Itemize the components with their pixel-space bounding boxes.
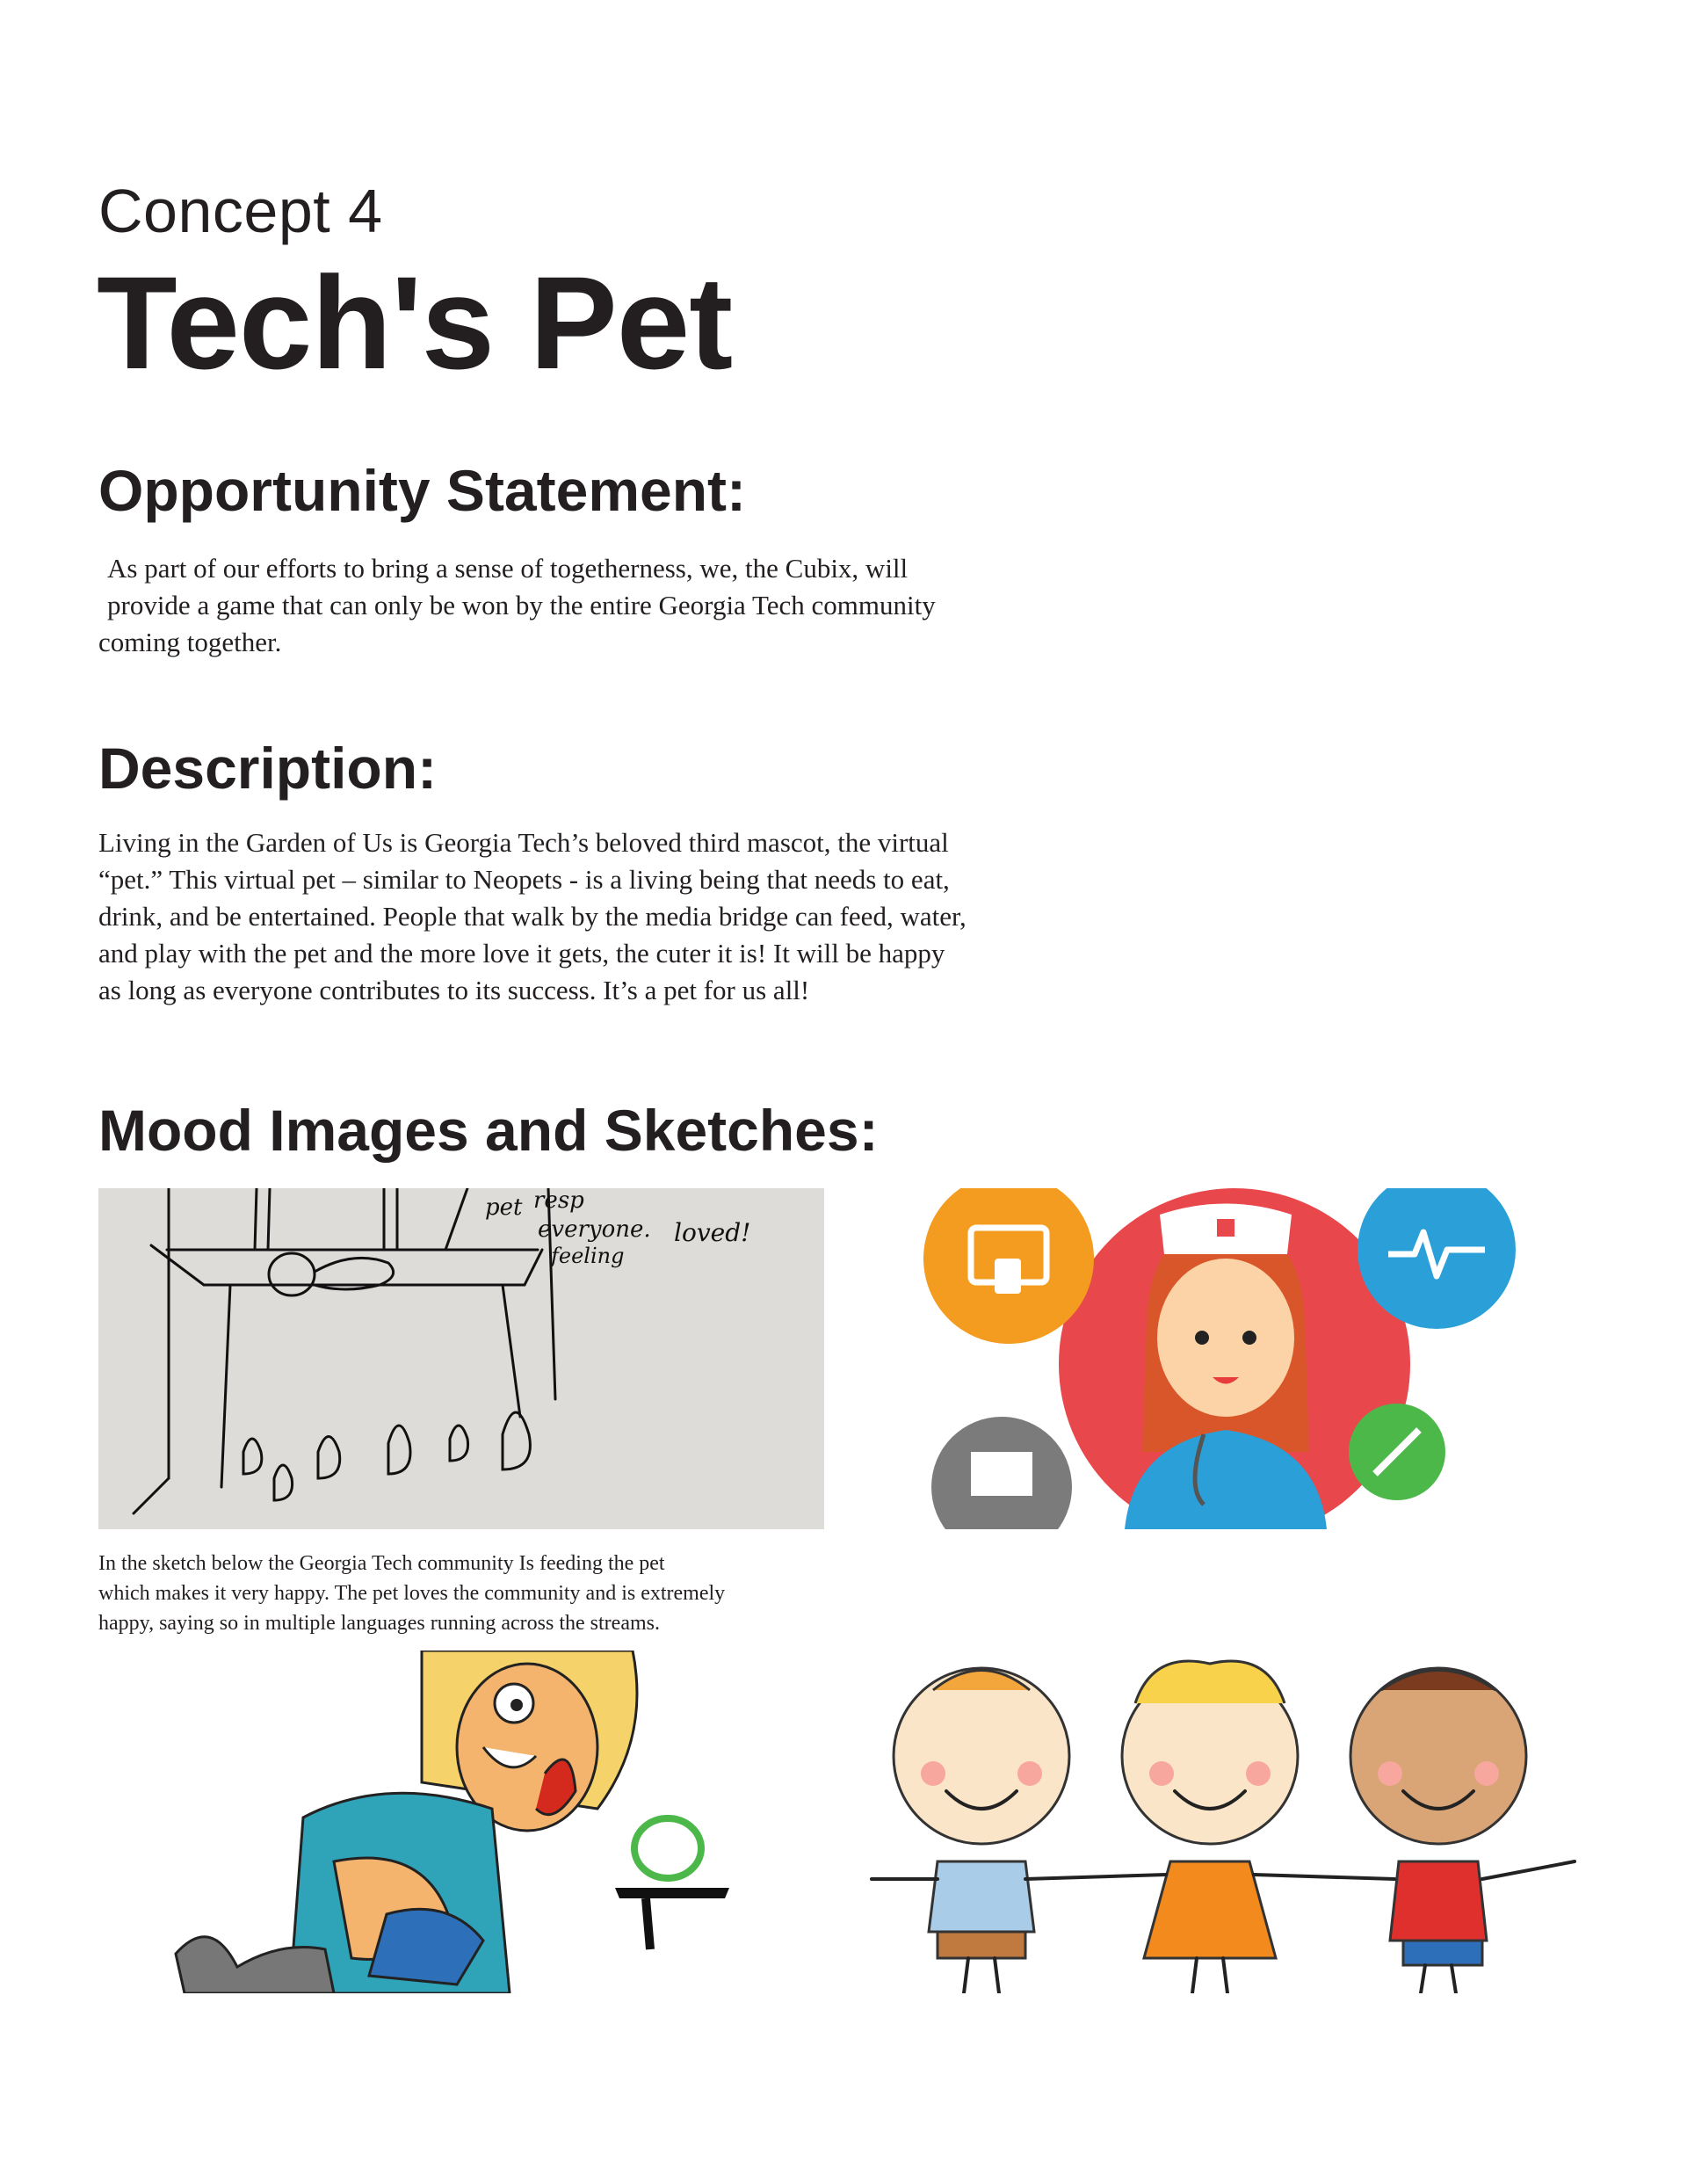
caption-line: In the sketch below the Georgia Tech community Is feeding the pet	[98, 1552, 665, 1575]
sketch-note-text: everyone.	[538, 1216, 651, 1243]
opportunity-line: As part of our efforts to bring a sense of togetherness, we, the Cubix, will	[107, 553, 909, 584]
description-line: as long as everyone contributes to its success. It’s a pet for us all!	[98, 975, 810, 1005]
description-heading: Description:	[98, 736, 438, 801]
sketch-note-text: resp	[533, 1188, 584, 1214]
sketch-note-text: loved!	[674, 1218, 751, 1247]
kids-holding-hands-image	[854, 1651, 1580, 1993]
opportunity-heading: Opportunity Statement:	[98, 458, 746, 523]
opportunity-statement	[98, 550, 1074, 661]
description-line: Living in the Garden of Us is Georgia Tech’s beloved third mascot, the virtual	[98, 827, 949, 858]
caption-line: which makes it very happy. The pet loves the community and is extremely	[98, 1582, 726, 1605]
description-line: and play with the pet and the more love it gets, the cuter it is! It will be happy	[98, 938, 945, 969]
sketch-note-text: pet	[485, 1194, 523, 1221]
description-line: drink, and be entertained. People that walk by the media bridge can feed, water,	[98, 901, 967, 932]
sketch-caption	[98, 1549, 828, 1638]
mood-heading: Mood Images and Sketches:	[98, 1098, 879, 1163]
page-title: Tech's Pet	[97, 249, 733, 396]
opportunity-line: coming together.	[98, 627, 282, 657]
sketch-note-text: feeling	[551, 1244, 625, 1268]
nurse-illustration	[923, 1188, 1529, 1529]
opportunity-line: provide a game that can only be won by the entire Georgia Tech community	[107, 590, 936, 620]
description-line: “pet.” This virtual pet – similar to Neopets - is a living being that needs to eat,	[98, 864, 950, 895]
description-text	[98, 824, 1065, 1009]
concept-label: Concept 4	[98, 177, 383, 245]
cartoon-parent-image	[158, 1651, 791, 1993]
caption-line: happy, saying so in multiple languages running across the streams.	[98, 1612, 660, 1635]
sketch-image	[98, 1188, 824, 1529]
